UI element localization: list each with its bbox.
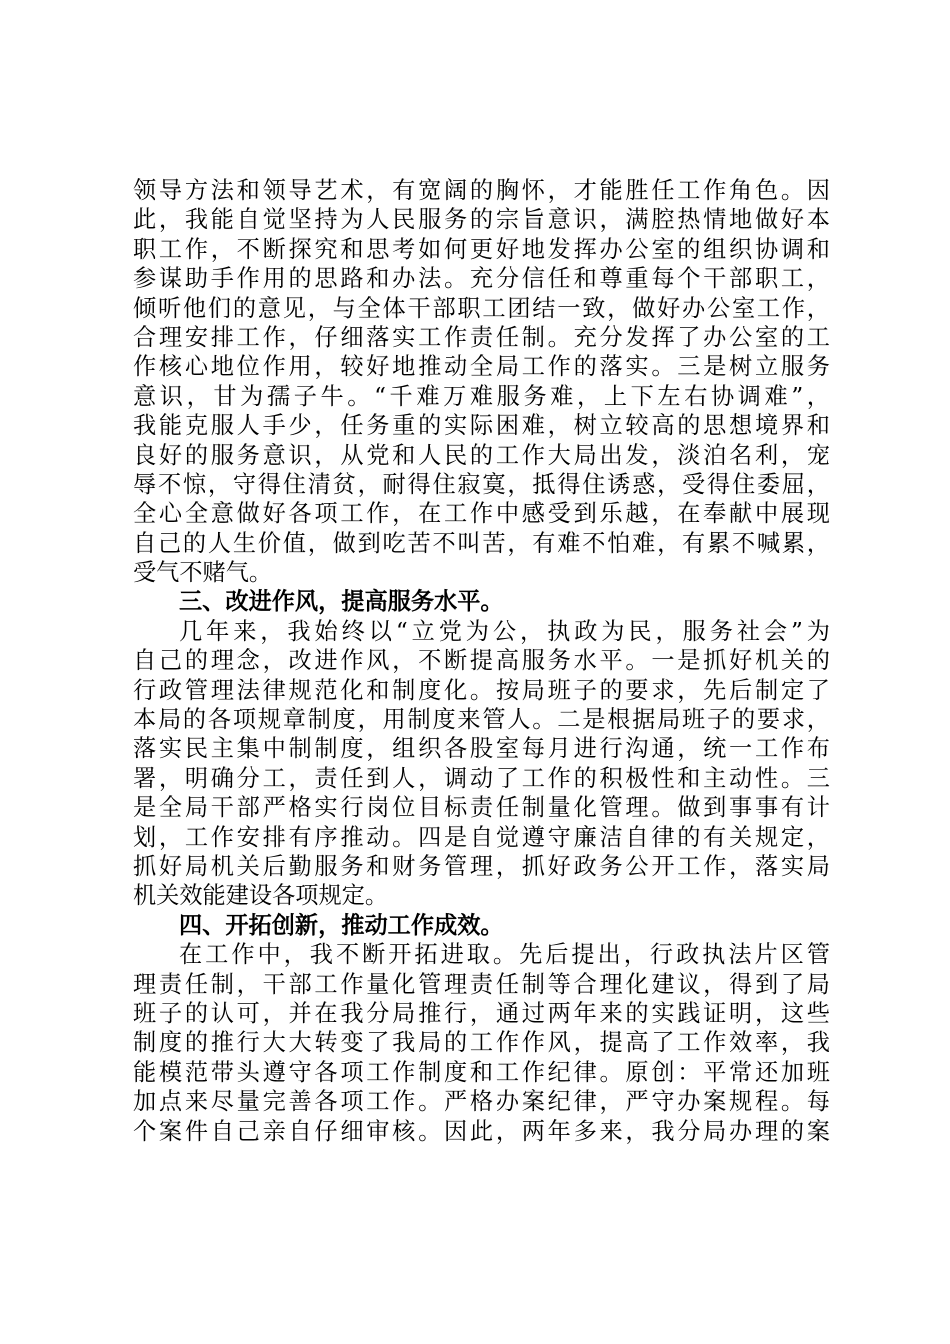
text-line: 参谋助手作用的思路和办法。充分信任和尊重每个干部职工，: [133, 265, 830, 293]
text-line: 制度的推行大大转变了我局的工作作风，提高了工作效率，我: [133, 1029, 830, 1057]
text-line: 个案件自己亲自仔细审核。因此，两年多来，我分局办理的案: [133, 1117, 830, 1145]
text-line: 几年来，我始终以“立党为公，执政为民，服务社会”为: [179, 617, 830, 645]
paragraph: [133, 176, 830, 587]
text-line: 在工作中，我不断开拓进取。先后提出，行政执法片区管: [179, 941, 830, 969]
text-line: 职工作，不断探究和思考如何更好地发挥办公室的组织协调和: [133, 235, 830, 263]
text-line: 良好的服务意识，从党和人民的工作大局出发，淡泊名利，宠: [133, 441, 830, 469]
text-line: 理责任制，干部工作量化管理责任制等合理化建议，得到了局: [133, 970, 830, 998]
text-line: 是全局干部严格实行岗位目标责任制量化管理。做到事事有计: [133, 794, 830, 822]
text-line: 自己的理念，改进作风，不断提高服务水平。一是抓好机关的: [133, 647, 830, 675]
text-line: 本局的各项规章制度，用制度来管人。二是根据局班子的要求，: [133, 706, 830, 734]
text-line: 我能克服人手少，任务重的实际困难，树立较高的思想境界和: [133, 412, 830, 440]
text-line: 作核心地位作用，较好地推动全局工作的落实。三是树立服务: [133, 353, 830, 381]
text-line: 倾听他们的意见，与全体干部职工团结一致，做好办公室工作，: [133, 294, 830, 322]
text-line: 抓好局机关后勤服务和财务管理，抓好政务公开工作，落实局: [133, 852, 830, 880]
text-line: 班子的认可，并在我分局推行，通过两年来的实践证明，这些: [133, 999, 830, 1027]
paragraph: [133, 617, 830, 911]
text-line: 划，工作安排有序推动。四是自觉遵守廉洁自律的有关规定，: [133, 823, 830, 851]
text-line: 此，我能自觉坚持为人民服务的宗旨意识，满腔热情地做好本: [133, 206, 830, 234]
text-line: 行政管理法律规范化和制度化。按局班子的要求，先后制定了: [133, 676, 830, 704]
text-line: 机关效能建设各项规定。: [133, 882, 389, 910]
text-line: 受气不赌气。: [133, 559, 273, 587]
text-line: 加点来尽量完善各项工作。严格办案纪律，严守办案规程。每: [133, 1088, 830, 1116]
text-line: 署，明确分工，责任到人，调动了工作的积极性和主动性。三: [133, 764, 830, 792]
text-line: 全心全意做好各项工作，在工作中感受到乐越，在奉献中展现: [133, 500, 830, 528]
section-heading: 三、改进作风，提高服务水平。: [179, 588, 504, 616]
paragraph: [133, 940, 830, 1146]
text-line: 合理安排工作，仔细落实工作责任制。充分发挥了办公室的工: [133, 323, 830, 351]
text-line: 落实民主集中制制度，组织各股室每月进行沟通，统一工作布: [133, 735, 830, 763]
section-heading: 四、开拓创新，推动工作成效。: [179, 911, 504, 939]
text-line: 能模范带头遵守各项工作制度和工作纪律。原创：平常还加班: [133, 1058, 830, 1086]
text-line: 领导方法和领导艺术，有宽阔的胸怀，才能胜任工作角色。因: [133, 177, 830, 204]
text-line: 意识，甘为孺子牛。“千难万难服务难，上下左右协调难”，: [133, 382, 830, 410]
document-page: [133, 176, 830, 1146]
text-line: 自己的人生价值，做到吃苦不叫苦，有难不怕难，有累不喊累，: [133, 529, 830, 557]
text-line: 辱不惊，守得住清贫，耐得住寂寞，抵得住诱惑，受得住委屈，: [133, 470, 830, 498]
